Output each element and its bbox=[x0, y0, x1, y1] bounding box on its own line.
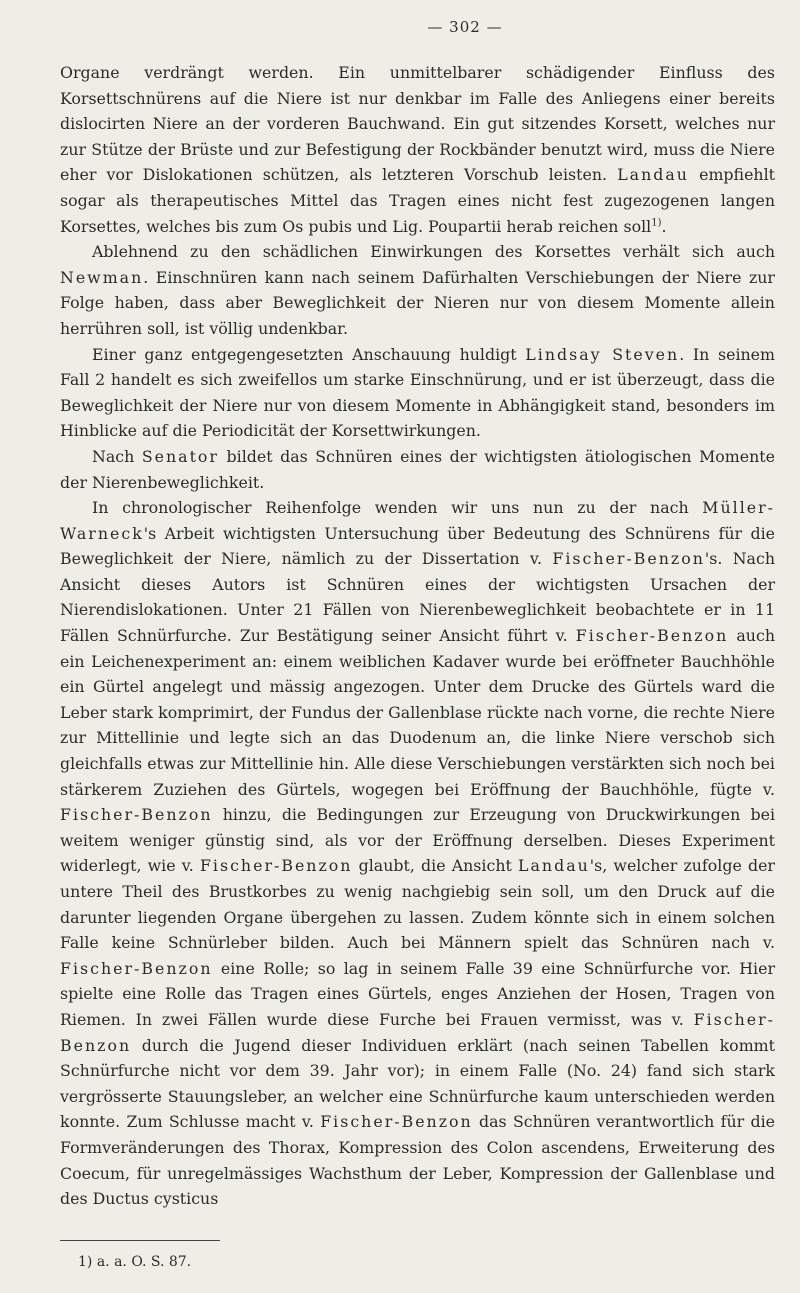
text-run: Ablehnend zu den schädlichen Einwirkungen des Korsettes verhält sich auch bbox=[92, 242, 775, 262]
text-run: bildet das Schnüren eines der wichtigsten ätiologischen Momente der Nierenbeweglichkeit. bbox=[60, 446, 775, 492]
author-name: Landau bbox=[518, 856, 590, 876]
author-name: Fischer-Benzon bbox=[552, 549, 705, 569]
text-run: glaubt, die Ansicht bbox=[352, 856, 518, 876]
text-run: hinzu, die Bedingungen zur Erzeugung von Druckwirkungen bei weitem weniger günstig sind, als vor der Eröffnung derselben. Dieses Experiment widerlegt, wie v. bbox=[60, 805, 775, 876]
paragraph bbox=[60, 444, 775, 495]
paragraph bbox=[60, 239, 775, 341]
text-run: Einer ganz entgegengesetzten Anschauung huldigt bbox=[92, 344, 526, 364]
author-name: Fischer-Benzon bbox=[60, 958, 213, 978]
footnote-marker: 1) bbox=[651, 217, 662, 229]
text-run: das Schnüren verantwortlich für die Formveränderungen des Thorax, Kompression des Colon ascendens, Erweiterung des Coecum, für unregelmässiges Wachsthum der Leber, Kompression der Gallenblase und des Ductus cysticus bbox=[60, 1112, 775, 1209]
author-name: Landau bbox=[617, 165, 689, 185]
text-run: Nach bbox=[92, 446, 142, 466]
page-number: — 302 — bbox=[427, 18, 503, 36]
text-run: . In seinem Fall 2 handelt es sich zweifellos um starke Einschnürung, und er ist überzeugt, dass die Beweglichkeit der Niere nur von diesem Momente in Abhängigkeit stand, besonders im Hinblicke auf die Periodicität der Korsettwirkungen. bbox=[60, 344, 775, 441]
paragraph bbox=[60, 495, 775, 1212]
author-name: Lindsay Steven bbox=[525, 344, 680, 364]
text-run: Organe verdrängt werden. Ein unmittelbarer schädigender Einfluss des Korsettschnürens auf die Niere ist nur denkbar im Falle des Anliegens einer bereits dislocirten Niere an der vorderen Bauchwand. Ein gut sitzendes Korsett, welches nur zur Stütze der Brüste und zur Befestigung der Rockbänder benutzt wird, muss die Niere eher vor Dislokationen schützen, als letzteren Vorschub leisten. bbox=[60, 63, 775, 185]
footnote: 1) a. a. O. S. 87. bbox=[78, 1254, 192, 1270]
author-name: Newman bbox=[60, 267, 144, 287]
author-name: Fischer-Benzon bbox=[575, 626, 729, 646]
paragraph bbox=[60, 60, 775, 239]
author-name: Fischer-Benzon bbox=[60, 1009, 775, 1055]
text-run: empfiehlt sogar als therapeutisches Mittel das Tragen eines nicht fest zugezogenen langen Korsettes, welches bis zum Os pubis und Lig. Poupartii herab reichen soll bbox=[60, 165, 776, 236]
author-name: Müller-Warneck bbox=[60, 498, 775, 543]
text-run: . Einschnüren kann nach seinem Dafürhalten Verschiebungen der Niere zur Folge haben, dass aber Beweglichkeit der Nieren nur von diesem Momente allein herrühren soll, ist völlig undenkbar. bbox=[60, 267, 775, 338]
author-name: Fischer-Benzon bbox=[60, 805, 213, 825]
text-run: 's Arbeit wichtigsten Untersuchung über Bedeutung des Schnürens für die Beweglichkeit der Niere, nämlich zu der Dissertation v. bbox=[60, 523, 775, 569]
text-run: durch die Jugend dieser Individuen erklärt (nach seinen Tabellen kommt Schnürfurche nicht vor dem 39. Jahr vor); in einem Falle (No. 24) fand sich stark vergrösserte Stauungsleber, an welcher eine Schnürfurche kaum unterschieden werden konnte. Zum Schlusse macht v. bbox=[60, 1035, 775, 1132]
text-run: auch ein Leichenexperiment an: einem weiblichen Kadaver wurde bei eröffneter Bauchhöhle ein Gürtel angelegt und mässig angezogen. Unter dem Drucke des Gürtels ward die Leber stark komprimirt, der Fundus der Gallenblase rückte nach vorne, die rechte Niere zur Mittellinie und legte sich an das Duodenum an, die linke Niere verschob sich gleichfalls etwas zur Mittellinie hin. Alle diese Verschiebungen verstärkten sich noch bei stärkerem Zuziehen des Gürtels, wogegen bei Eröffnung der Bauchhöhle, fügte v. bbox=[60, 626, 776, 799]
author-name: Fischer-Benzon bbox=[320, 1112, 473, 1132]
text-run: eine Rolle; so lag in seinem Falle 39 eine Schnürfurche vor. Hier spielte eine Rolle das Tragen eines Gürtels, enges Anziehen der Hosen, Tragen von Riemen. In zwei Fällen wurde diese Furche bei Frauen vermisst, was v. bbox=[60, 958, 775, 1029]
text-run: 's. Nach Ansicht dieses Autors ist Schnüren eines der wichtigsten Ursachen der Nierendislokationen. Unter 21 Fällen von Nierenbeweglichkeit beobachtete er in 11 Fällen Schnürfurche. Zur Bestätigung seiner Ansicht führt v. bbox=[60, 549, 775, 646]
text-run: 's, welcher zufolge der untere Theil des Brustkorbes zu wenig nachgiebig sein soll, um den Druck auf die darunter liegenden Organe übergehen zu lassen. Zudem könnte sich in einem solchen Falle keine Schnürleber bilden. Auch bei Männern spielt das Schnüren nach v. bbox=[60, 856, 775, 953]
text-run: In chronologischer Reihenfolge wenden wir uns nun zu der nach bbox=[92, 498, 703, 518]
body-text bbox=[60, 60, 775, 1212]
footnote-divider bbox=[60, 1240, 220, 1241]
paragraph bbox=[60, 342, 775, 444]
author-name: Fischer-Benzon bbox=[199, 856, 353, 876]
author-name: Senator bbox=[141, 446, 219, 466]
text-run: . bbox=[661, 216, 667, 236]
